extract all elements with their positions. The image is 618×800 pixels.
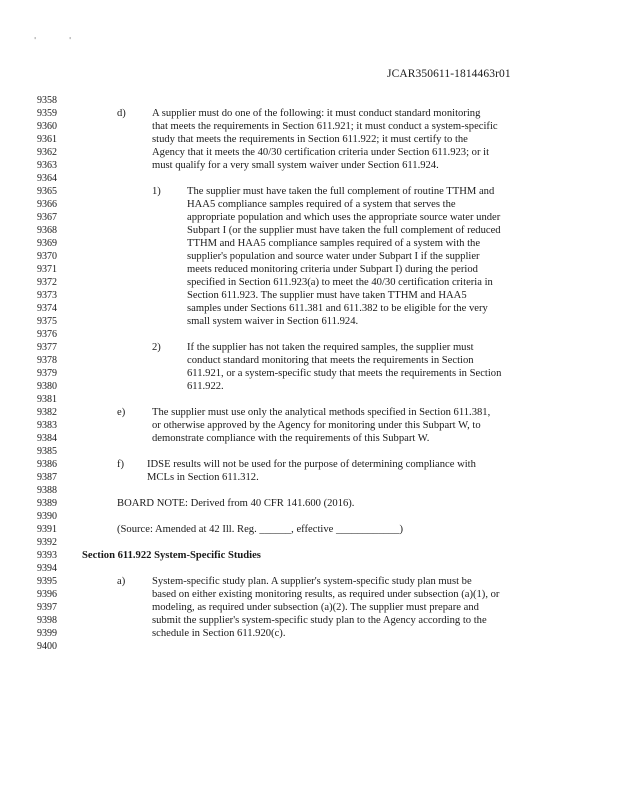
line-number: 9381: [37, 394, 57, 405]
text-line: schedule in Section 611.920(c).: [152, 628, 286, 639]
line-number: 9362: [37, 147, 57, 158]
line-number: 9360: [37, 121, 57, 132]
text-line: 611.921, or a system-specific study that meets the requirements in Section: [187, 368, 502, 379]
line-number: 9379: [37, 368, 57, 379]
line-number: 9378: [37, 355, 57, 366]
scan-mark: ': [69, 36, 72, 45]
line-number: 9369: [37, 238, 57, 249]
line-number: 9387: [37, 472, 57, 483]
line-number: 9371: [37, 264, 57, 275]
line-number: 9364: [37, 173, 57, 184]
text-line: meets reduced monitoring criteria under Subpart I) during the period: [187, 264, 478, 275]
text-line: System-specific study plan. A supplier's system-specific study plan must be: [152, 576, 472, 587]
text-line: specified in Section 611.923(a) to meet the 40/30 certification criteria in: [187, 277, 493, 288]
text-line: based on either existing monitoring results, as required under subsection (a)(1), or: [152, 589, 500, 600]
text-line: IDSE results will not be used for the purpose of determining compliance with: [147, 459, 476, 470]
text-line: modeling, as required under subsection (a)(2). The supplier must prepare and: [152, 602, 479, 613]
text-line: Subpart I (or the supplier must have taken the full complement of reduced: [187, 225, 501, 236]
line-number: 9393: [37, 550, 57, 561]
line-number: 9365: [37, 186, 57, 197]
text-line: must qualify for a very small system waiver under Section 611.924.: [152, 160, 439, 171]
scan-mark: ': [34, 36, 37, 45]
line-number: 9366: [37, 199, 57, 210]
line-number: 9385: [37, 446, 57, 457]
line-number: 9373: [37, 290, 57, 301]
line-number: 9391: [37, 524, 57, 535]
paragraph-label: a): [117, 576, 126, 587]
line-number: 9367: [37, 212, 57, 223]
text-line: If the supplier has not taken the required samples, the supplier must: [187, 342, 474, 353]
line-number: 9392: [37, 537, 57, 548]
board-note: BOARD NOTE: Derived from 40 CFR 141.600 (2016).: [117, 498, 355, 509]
text-line: small system waiver in Section 611.924.: [187, 316, 359, 327]
text-line: or otherwise approved by the Agency for monitoring under this Subpart W, to: [152, 420, 481, 431]
line-number: 9382: [37, 407, 57, 418]
text-line: The supplier must use only the analytical methods specified in Section 611.381,: [152, 407, 491, 418]
line-number: 9383: [37, 420, 57, 431]
line-number: 9386: [37, 459, 57, 470]
text-line: Agency that it meets the 40/30 certification criteria under Section 611.923; or it: [152, 147, 490, 158]
text-line: study that meets the requirements in Section 611.922; it must certify to the: [152, 134, 468, 145]
text-line: that meets the requirements in Section 611.921; it must conduct a system-specific: [152, 121, 498, 132]
line-number: 9375: [37, 316, 57, 327]
text-line: A supplier must do one of the following: it must conduct standard monitoring: [152, 108, 481, 119]
line-number: 9380: [37, 381, 57, 392]
paragraph-label: f): [117, 459, 125, 470]
line-number: 9376: [37, 329, 57, 340]
text-line: TTHM and HAA5 compliance samples required of a system with the: [187, 238, 481, 249]
line-number: 9390: [37, 511, 57, 522]
text-line: samples under Sections 611.381 and 611.382 to be eligible for the very: [187, 303, 488, 314]
paragraph-label: 1): [152, 186, 161, 197]
line-number: 9368: [37, 225, 57, 236]
line-number: 9399: [37, 628, 57, 639]
section-heading: Section 611.922 System-Specific Studies: [82, 550, 261, 561]
line-number: 9370: [37, 251, 57, 262]
text-line: 611.922.: [187, 381, 224, 392]
paragraph-label: d): [117, 108, 126, 119]
line-number: 9363: [37, 160, 57, 171]
document-id: JCAR350611-1814463r01: [387, 68, 511, 80]
line-number: 9361: [37, 134, 57, 145]
text-line: appropriate population and which uses the appropriate source water under: [187, 212, 501, 223]
line-number: 9358: [37, 95, 57, 106]
text-line: HAA5 compliance samples required of a system that serves the: [187, 199, 456, 210]
line-number: 9396: [37, 589, 57, 600]
line-number: 9397: [37, 602, 57, 613]
text-line: The supplier must have taken the full complement of routine TTHM and: [187, 186, 495, 197]
text-line: Section 611.923. The supplier must have taken TTHM and HAA5: [187, 290, 467, 301]
text-line: conduct standard monitoring that meets the requirements in Section: [187, 355, 474, 366]
line-number: 9384: [37, 433, 57, 444]
line-number: 9377: [37, 342, 57, 353]
text-line: submit the supplier's system-specific study plan to the Agency according to the: [152, 615, 487, 626]
line-number: 9359: [37, 108, 57, 119]
line-number: 9389: [37, 498, 57, 509]
line-number: 9400: [37, 641, 57, 652]
line-number: 9372: [37, 277, 57, 288]
paragraph-label: 2): [152, 342, 161, 353]
text-line: MCLs in Section 611.312.: [147, 472, 259, 483]
line-number: 9395: [37, 576, 57, 587]
line-number: 9374: [37, 303, 57, 314]
source-note: (Source: Amended at 42 Ill. Reg. ______, effective ____________): [117, 524, 404, 535]
text-line: supplier's population and source water under Subpart I if the supplier: [187, 251, 480, 262]
line-number: 9394: [37, 563, 57, 574]
text-line: demonstrate compliance with the requirements of this Subpart W.: [152, 433, 430, 444]
line-number: 9388: [37, 485, 57, 496]
paragraph-label: e): [117, 407, 126, 418]
line-number: 9398: [37, 615, 57, 626]
